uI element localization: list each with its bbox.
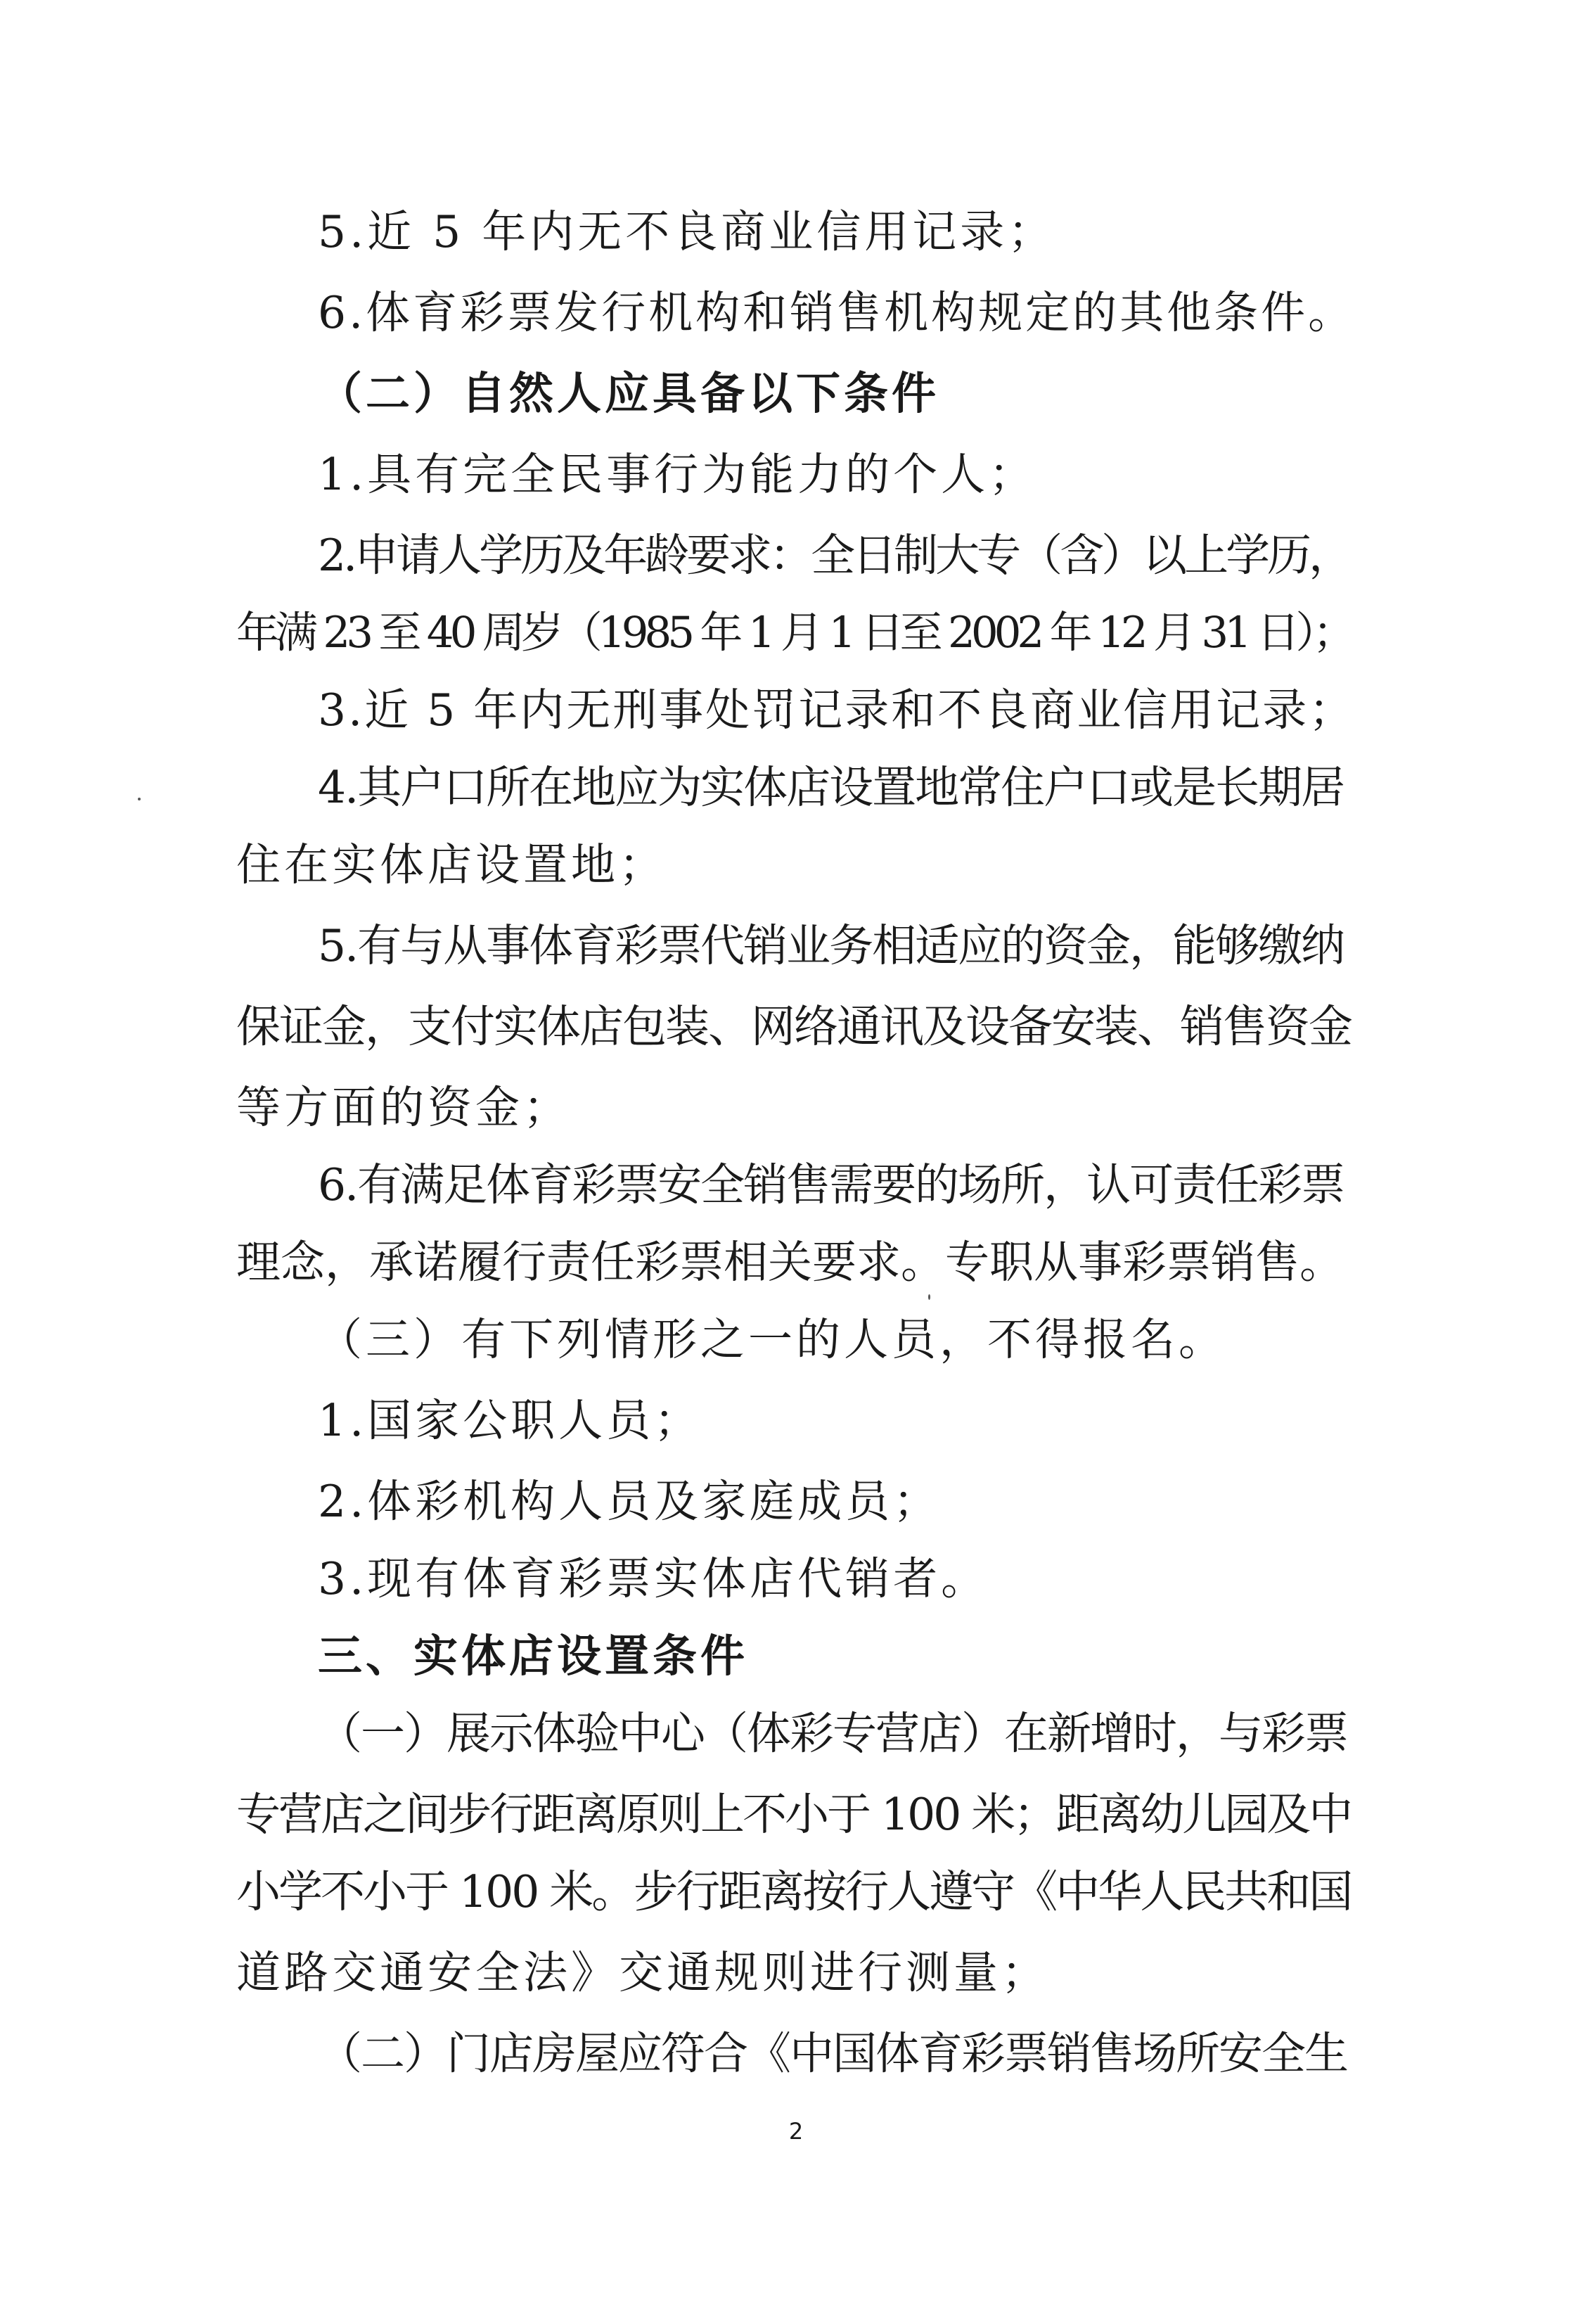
page-number: 2 — [788, 2118, 804, 2145]
text-line: 等方面的资金； — [236, 1082, 571, 1133]
text-line: 道路交通安全法》交通规则进行测量； — [236, 1947, 1049, 1998]
text-line: 住在实体店设置地； — [236, 839, 667, 890]
text-line: 专营店之间步行距离原则上不小于 100 米；距离幼儿园及中 — [236, 1789, 1352, 1840]
text-line: 小学不小于 100 米。步行距离按行人遵守《中华人民共和国 — [236, 1866, 1352, 1917]
section-heading: （二）自然人应具备以下条件 — [318, 368, 939, 419]
section-heading: 三、实体店设置条件 — [318, 1630, 748, 1682]
text-line: 3.近 5 年内无刑事处罚记录和不良商业信用记录； — [318, 684, 1356, 736]
text-line: （一）展示体验中心（体彩专营店）在新增时，与彩票 — [318, 1708, 1347, 1759]
text-line: （二）门店房屋应符合《中国体育彩票销售场所安全生 — [318, 2028, 1347, 2079]
text-line: 5.近 5 年内无不良商业信用记录； — [318, 206, 1056, 257]
text-line: 6.体育彩票发行机构和销售机构规定的其他条件。 — [318, 287, 1356, 338]
text-line: 5.有与从事体育彩票代销业务相适应的资金，能够缴纳 — [318, 920, 1344, 971]
text-line: 4.其户口所在地应为实体店设置地常住户口或是长期居 — [318, 762, 1344, 813]
text-line: 3.现有体育彩票实体店代销者。 — [318, 1553, 989, 1604]
text-line: 理念，承诺履行责任彩票相关要求。专职从事彩票销售。 — [236, 1237, 1344, 1288]
text-line: 2.体彩机构人员及家庭成员； — [318, 1476, 942, 1527]
text-line: 1.具有完全民事行为能力的个人； — [318, 449, 1037, 500]
text-line: 6.有满足体育彩票安全销售需要的场所，认可责任彩票 — [318, 1159, 1344, 1211]
text-line: 1.国家公职人员； — [318, 1395, 702, 1446]
text-line: 保证金，支付实体店包装、网络通讯及设备安装、销售资金 — [236, 1001, 1352, 1052]
text-line: 2.申请人学历及年龄要求：全日制大专（含）以上学历， — [318, 530, 1351, 581]
scan-speck — [138, 798, 141, 800]
text-line: （三）有下列情形之一的人员，不得报名。 — [318, 1314, 1226, 1365]
scan-speck — [928, 1294, 930, 1300]
text-line: 年满 23 至 40 周岁（1985 年 1 月 1 日至 2002 年 12 月 31 日）； — [236, 608, 1352, 658]
